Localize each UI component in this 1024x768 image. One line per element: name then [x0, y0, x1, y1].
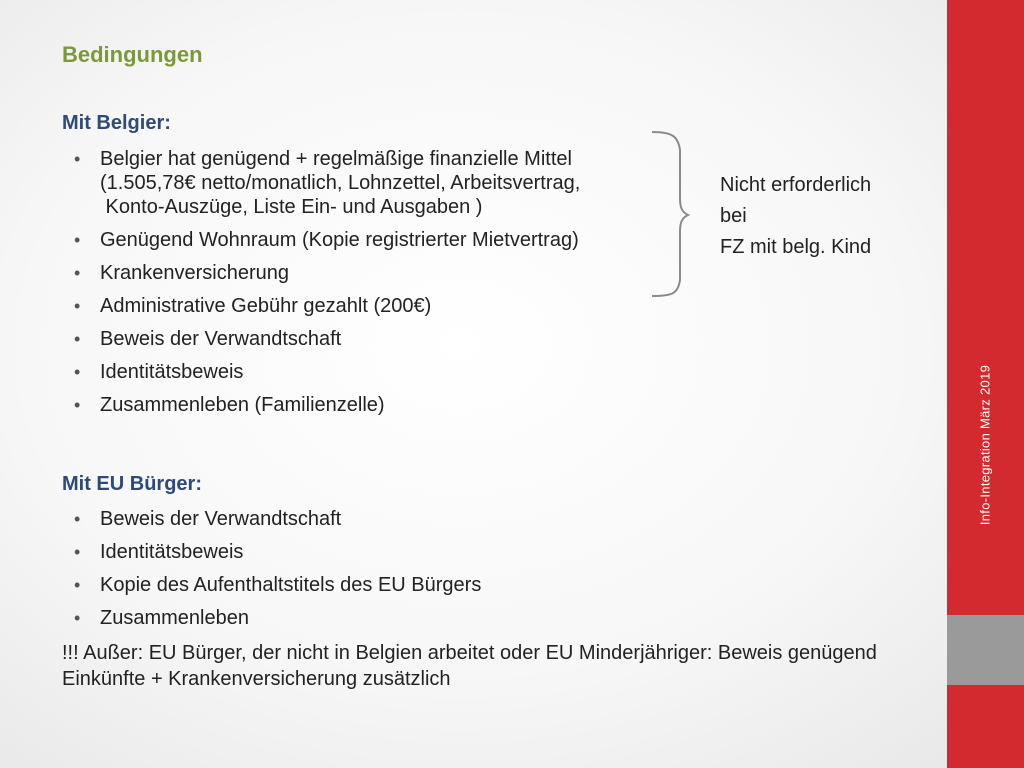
list-item [72, 393, 580, 417]
list-item-line: Konto-Auszüge, Liste Ein- und Ausgaben ) [100, 196, 483, 218]
list-item-text: • Identitätsbeweis [100, 541, 244, 563]
list-item [72, 573, 481, 597]
section-heading-eu: Mit EU Bürger: [62, 473, 202, 495]
side-note-line: bei [720, 205, 747, 227]
list-item-line: • Belgier hat genügend + regelmäßige finanzielle Mittel [100, 148, 572, 170]
slide-title: Bedingungen [62, 42, 203, 67]
section-heading-belgier: Mit Belgier: [62, 112, 171, 134]
eu-list [72, 507, 481, 639]
list-item-text: • Kopie des Aufenthaltstitels des EU Bürgers [100, 574, 482, 596]
list-item-text: • Zusammenleben [100, 607, 249, 629]
side-note [720, 170, 871, 263]
side-note-line: Nicht erforderlich [720, 174, 872, 196]
sidebar-footer-text: Info-Integration März 2019 [977, 364, 993, 526]
list-item [72, 606, 481, 630]
list-item-text: • Beweis der Verwandtschaft [100, 508, 342, 530]
list-item [72, 147, 580, 219]
list-item-text: • Krankenversicherung [100, 262, 289, 284]
list-item-text: • Administrative Gebühr gezahlt (200€) [100, 295, 432, 317]
exception-note: !!! Außer: EU Bürger, der nicht in Belgien arbeitet oder EU Minderjähriger: Beweis genügend Einkünfte + Krankenversicherung zusätzlich [62, 642, 877, 690]
list-item-text: • Beweis der Verwandtschaft [100, 328, 342, 350]
list-item-line: (1.505,78€ netto/monatlich, Lohnzettel, Arbeitsvertrag, [100, 172, 581, 194]
right-brace-icon [650, 130, 690, 300]
list-item-text: • Zusammenleben (Familienzelle) [100, 394, 385, 416]
sidebar-red-block [947, 685, 1024, 768]
list-item [72, 327, 580, 351]
list-item [72, 507, 481, 531]
side-note-line: FZ mit belg. Kind [720, 236, 872, 258]
sidebar-gray-block [947, 615, 1024, 685]
list-item-text: • Identitätsbeweis [100, 361, 244, 383]
list-item [72, 360, 580, 384]
list-item-text: • Genügend Wohnraum (Kopie registrierter Mietvertrag) [100, 229, 579, 251]
list-item [72, 294, 580, 318]
list-item [72, 261, 580, 285]
list-item [72, 540, 481, 564]
list-item [72, 228, 580, 252]
belgier-list [72, 147, 580, 426]
